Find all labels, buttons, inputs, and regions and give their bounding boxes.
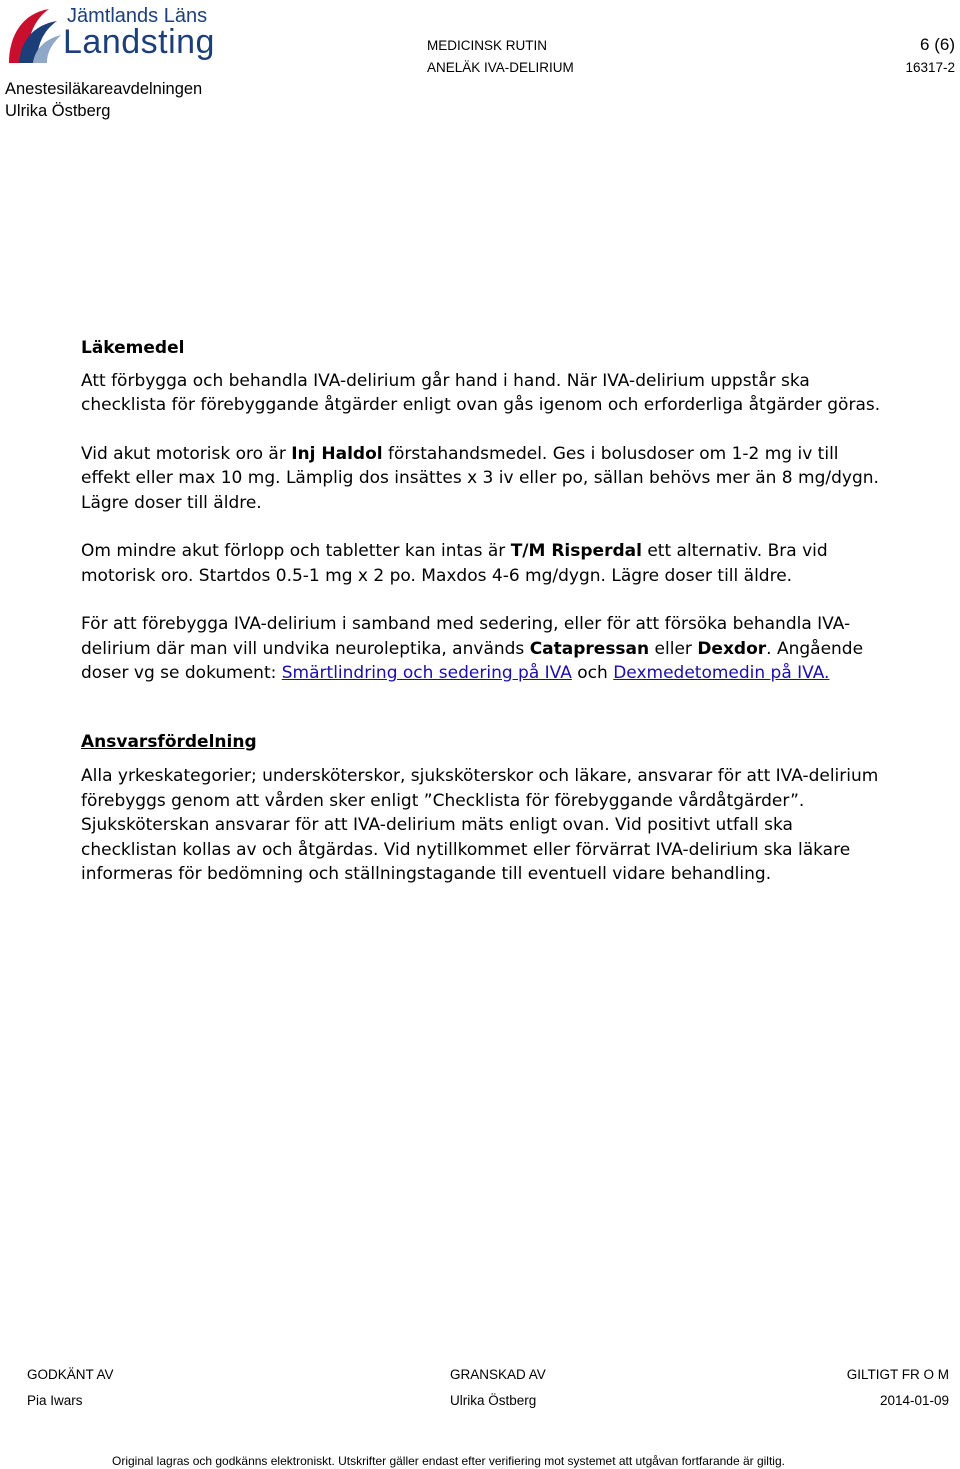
- section-heading-lakemedel: Läkemedel: [81, 338, 185, 358]
- logo-text-line2: Landsting: [63, 23, 215, 61]
- document-author: Ulrika Östberg: [5, 102, 111, 120]
- link-dexmedetomedin[interactable]: Dexmedetomedin på IVA.: [613, 663, 830, 683]
- footer-approved-label: GODKÄNT AV: [27, 1367, 114, 1382]
- organization-logo: [5, 5, 215, 67]
- logo-mark-icon: [5, 5, 61, 67]
- drug-name-catapressan: Catapressan: [529, 638, 650, 659]
- page-number: 6 (6): [920, 35, 955, 54]
- footer-valid-from: 2014-01-09: [879, 1393, 949, 1408]
- document-title: ANELÄK IVA-DELIRIUM: [427, 60, 574, 75]
- logo-text-line1: Jämtlands Läns: [67, 5, 208, 27]
- section-heading-ansvarsfordelning: Ansvarsfördelning: [81, 731, 257, 752]
- footer-valid-label: GILTIGT FR O M: [846, 1367, 949, 1382]
- department-name: Anestesiläkareavdelningen: [5, 80, 203, 98]
- document-body: [81, 336, 881, 887]
- drug-name-dexdor: Dexdor: [697, 638, 767, 659]
- footer-disclaimer: Original lagras och godkänns elektroniskt. Utskrifter gäller endast efter verifiering mot systemet att utgåvan fortfarande är giltig.: [112, 1454, 785, 1468]
- document-type: MEDICINSK RUTIN: [427, 38, 548, 53]
- link-smartlindring-sedering[interactable]: Smärtlindring och sedering på IVA: [281, 663, 572, 683]
- paragraph-catapressan-dexdor: För att förebygga IVA-delirium i samband med sedering, eller för att försöka behandla IVA-delirium där man vill undvika neuroleptika, används Catapressan eller Dexdor. Angående doser vg se dokument: Smärtlindring och sedering på IVA och Dexmedetomedin på IVA.: [81, 614, 864, 683]
- paragraph-risperdal: Om mindre akut förlopp och tabletter kan intas är T/M Risperdal ett alternativ. Bra vid motorisk oro. Startdos 0.5-1 mg x 2 po. Maxdos 4-6 mg/dygn. Lägre doser till äldre.: [81, 541, 828, 586]
- paragraph-responsibility: Alla yrkeskategorier; undersköterskor, sjuksköterskor och läkare, ansvarar för att IVA-delirium förebyggs genom att vården sker enligt ”Checklista för förebyggande vårdåtgärder”. Sjuksköterskan ansvarar för att IVA-delirium mäts enligt ovan. Vid positivt utfall ska checklistan kollas av och åtgärdas. Vid nytillkommet eller förvärrat IVA-delirium ska läkare informeras för bedömning och ställningstagande till eventuell vidare behandling.: [81, 766, 879, 884]
- footer-reviewed-label: GRANSKAD AV: [450, 1367, 546, 1382]
- paragraph-haldol: Vid akut motorisk oro är Inj Haldol förstahandsmedel. Ges i bolusdoser om 1-2 mg iv till effekt eller max 10 mg. Lämplig dos insättes x 3 iv eller po, sällan behövs mer än 8 mg/dygn. Lägre doser till äldre.: [81, 443, 879, 513]
- header-left-info: [5, 78, 202, 122]
- drug-name-haldol: Inj Haldol: [291, 443, 383, 464]
- footer-approved-by: Pia Iwars: [27, 1393, 83, 1408]
- footer-reviewed-by: Ulrika Östberg: [450, 1393, 537, 1408]
- paragraph-intro: Att förbygga och behandla IVA-delirium går hand i hand. När IVA-delirium uppstår ska checklista för förebyggande åtgärder enligt ovan gås igenom och erforderliga åtgärder göras.: [81, 370, 881, 415]
- drug-name-risperdal: T/M Risperdal: [510, 541, 642, 561]
- document-number: 16317-2: [905, 60, 955, 75]
